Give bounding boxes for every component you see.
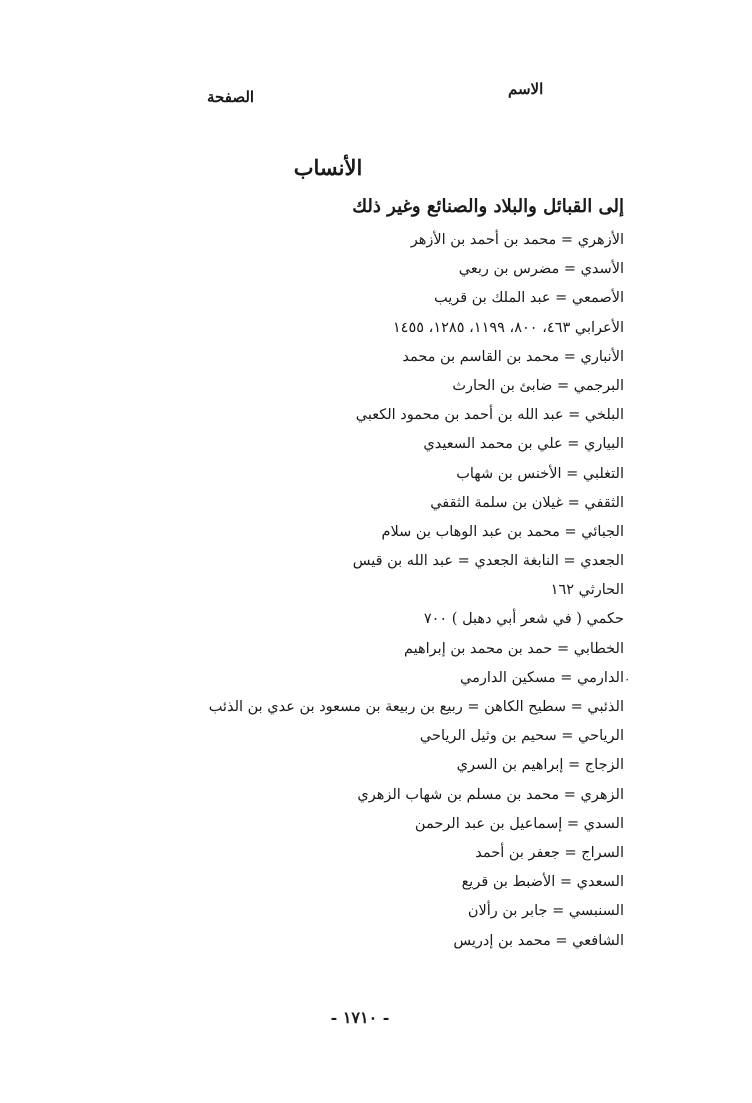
index-entry: الأصمعي = عبد الملك بن قريب <box>433 290 624 307</box>
index-entry: الأسدي = مضرس بن ربعي <box>458 261 624 278</box>
index-entry: الزجاج = إبراهيم بن السري <box>456 757 624 774</box>
index-entry: السعدي = الأضبط بن قريع <box>461 874 624 891</box>
section-subtitle: إلى القبائل والبلاد والصنائع وغير ذلك <box>352 196 624 217</box>
index-entry: الذئبي = سطيح الكاهن = ربيع بن ربيعة بن مسعود بن عدي بن الذئب <box>208 699 624 715</box>
index-entry: البرجمي = ضابئ بن الحارث <box>452 377 624 394</box>
column-header-name: الاسم <box>508 80 544 98</box>
index-entry: الشافعي = محمد بن إدريس <box>453 932 624 949</box>
index-entry: الثقفي = غيلان بن سلمة الثقفي <box>430 494 624 511</box>
index-entry: التغلبي = الأخنس بن شهاب <box>456 465 624 482</box>
index-entry: الجبائي = محمد بن عبد الوهاب بن سلام <box>381 523 624 540</box>
index-entry: الزهري = محمد بن مسلم بن شهاب الزهري <box>357 786 624 803</box>
index-entry: البلخي = عبد الله بن أحمد بن محمود الكعبي <box>355 407 624 424</box>
index-entry: السدي = إسماعيل بن عبد الرحمن <box>414 815 624 832</box>
index-entry: الأزهري = محمد بن أحمد بن الأزهر <box>410 232 624 248</box>
section-title-text: الأنساب <box>293 155 363 180</box>
section-title <box>0 155 752 180</box>
index-entry: الحارثي ١٦٢ <box>550 582 624 599</box>
index-entry: حكمي ( في شعر أبي دهبل ) ٧٠٠ <box>423 611 624 628</box>
index-entry: الأنباري = محمد بن القاسم بن محمد <box>402 348 624 365</box>
index-entry: الخطابي = حمد بن محمد بن إبراهيم <box>403 640 624 657</box>
index-entry: البياري = علي بن محمد السعيدي <box>423 436 624 453</box>
margin-mark: ٠ <box>624 672 631 686</box>
index-entry: السنبسي = جابر بن رألان <box>467 903 624 920</box>
index-entry: الرياحي = سحيم بن وثيل الرياحي <box>419 728 624 745</box>
page-number: - ١٧١٠ - <box>330 1008 390 1027</box>
page-footer <box>0 1008 752 1027</box>
column-header-page: الصفحة <box>207 88 255 106</box>
index-entry: الدارمي = مسكين الدارمي <box>460 669 624 686</box>
index-entry-list <box>64 226 624 956</box>
index-entry: السراج = جعفر بن أحمد <box>475 844 624 861</box>
index-entry: الجعدي = النابغة الجعدي = عبد الله بن قيس <box>352 553 624 570</box>
index-entry: الأعرابي ٤٦٣، ٨٠٠، ١١٩٩، ١٢٨٥، ١٤٥٥ <box>392 319 624 336</box>
